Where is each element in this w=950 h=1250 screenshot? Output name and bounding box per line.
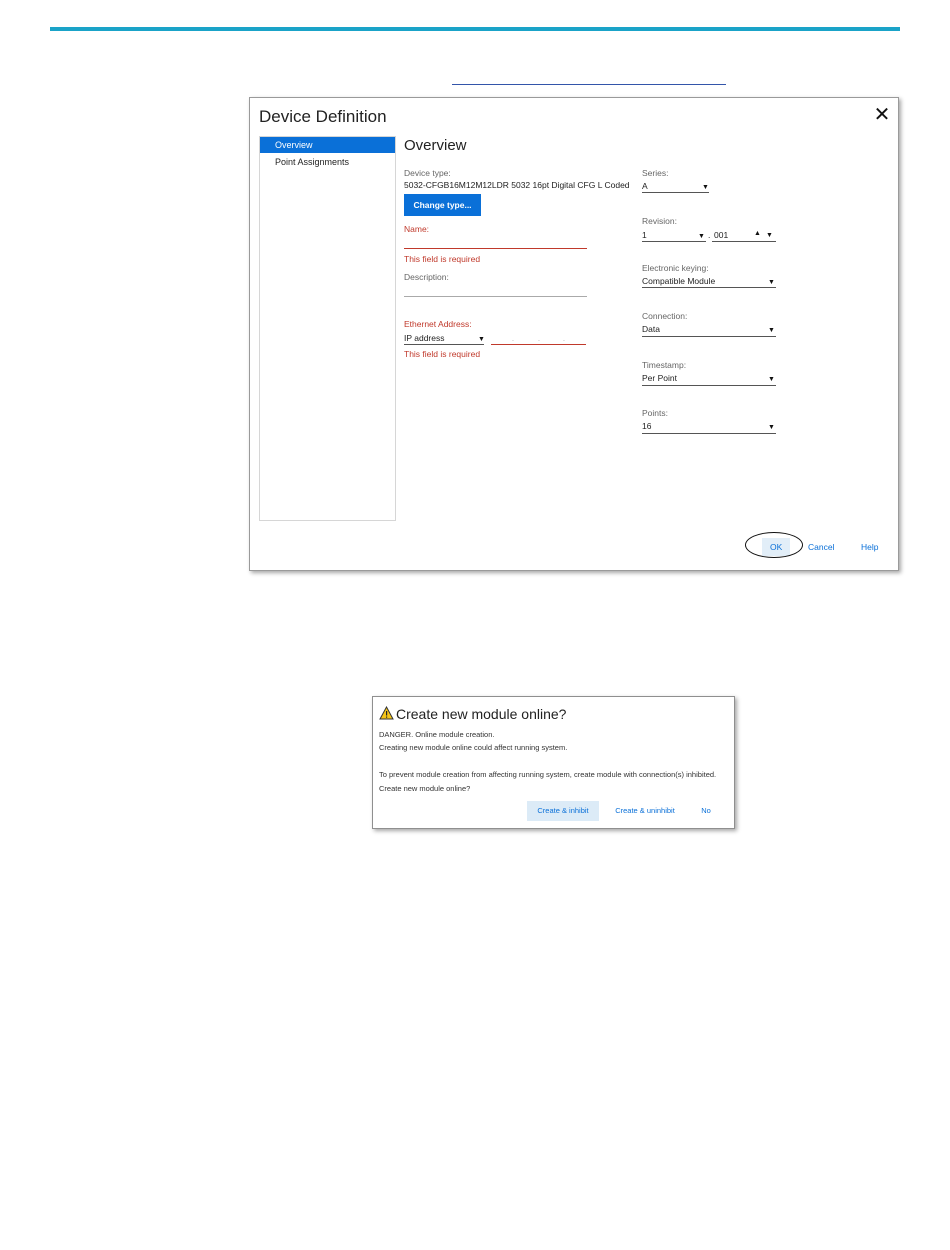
ethernet-address-label: Ethernet Address: [404, 319, 472, 329]
ethernet-mode-select[interactable]: IP address [404, 333, 445, 343]
timestamp-select[interactable]: Per Point [642, 373, 677, 383]
revision-major-underline [642, 241, 706, 242]
sidebar-nav [259, 136, 396, 521]
series-select[interactable]: A [642, 181, 648, 191]
ip-separator-dot: . [538, 336, 540, 343]
section-heading: Overview [404, 137, 467, 154]
cancel-button[interactable]: Cancel [808, 542, 835, 552]
device-type-value: 5032-CFGB16M12M12LDR 5032 16pt Digital CFG L Coded [404, 180, 630, 190]
page-header-rule [50, 27, 900, 31]
danger-text: DANGER. Online module creation. [379, 730, 495, 739]
warning-icon [379, 706, 394, 720]
revision-minor-input[interactable]: 001 [714, 230, 729, 240]
link-underline[interactable] [452, 84, 726, 85]
chevron-down-icon[interactable]: ▼ [478, 336, 485, 343]
points-label: Points: [642, 408, 668, 418]
revision-minor-underline [712, 241, 776, 242]
ok-button[interactable]: OK [770, 542, 783, 552]
connection-label: Connection: [642, 311, 688, 321]
no-button[interactable]: No [701, 806, 711, 815]
ethernet-mode-underline [404, 344, 484, 345]
close-icon[interactable]: ✕ [873, 104, 891, 126]
points-underline [642, 433, 776, 434]
connection-select[interactable]: Data [642, 324, 660, 334]
keying-underline [642, 287, 776, 288]
name-input[interactable] [404, 248, 587, 249]
chevron-down-icon[interactable]: ▼ [702, 184, 709, 191]
create-uninhibit-button[interactable]: Create & uninhibit [615, 806, 675, 815]
revision-label: Revision: [642, 216, 677, 226]
chevron-down-icon[interactable]: ▼ [768, 327, 775, 334]
chevron-down-icon[interactable]: ▼ [698, 233, 705, 240]
timestamp-label: Timestamp: [642, 360, 687, 370]
ip-separator-dot: . [563, 336, 565, 343]
chevron-down-icon[interactable]: ▼ [768, 279, 775, 286]
create-inhibit-button[interactable]: Create & inhibit [527, 801, 599, 821]
points-select[interactable]: 16 [642, 421, 652, 431]
series-label: Series: [642, 168, 669, 178]
name-label: Name: [404, 224, 430, 234]
connection-underline [642, 336, 776, 337]
increment-icon[interactable]: ▲ [754, 230, 761, 237]
dialog-title: Create new module online? [396, 706, 567, 722]
series-underline [642, 192, 709, 193]
help-button[interactable]: Help [861, 542, 879, 552]
chevron-down-icon[interactable]: ▼ [768, 376, 775, 383]
warning-text: Creating new module online could affect running system. [379, 743, 568, 752]
revision-separator: . [708, 230, 711, 240]
description-input[interactable] [404, 296, 587, 297]
electronic-keying-label: Electronic keying: [642, 263, 709, 273]
advice-text: To prevent module creation from affecting running system, create module with connection(s) inhibited. [379, 770, 717, 779]
name-error: This field is required [404, 254, 481, 264]
electronic-keying-select[interactable]: Compatible Module [642, 276, 716, 286]
description-label: Description: [404, 272, 449, 282]
decrement-icon[interactable]: ▼ [766, 232, 773, 239]
ip-address-input[interactable] [491, 344, 586, 345]
device-definition-dialog [249, 97, 899, 571]
chevron-down-icon[interactable]: ▼ [768, 424, 775, 431]
ethernet-error: This field is required [404, 349, 481, 359]
revision-major-select[interactable]: 1 [642, 230, 647, 240]
sidebar-item-point-assignments[interactable]: Point Assignments [275, 157, 350, 167]
sidebar-item-overview[interactable]: Overview [260, 137, 395, 153]
device-type-label: Device type: [404, 168, 451, 178]
create-module-online-dialog [372, 696, 735, 829]
highlight-circle [745, 532, 803, 558]
dialog-title: Device Definition [259, 107, 387, 126]
question-text: Create new module online? [379, 784, 471, 793]
ip-separator-dot: . [512, 336, 514, 343]
change-type-button[interactable]: Change type... [404, 194, 481, 216]
timestamp-underline [642, 385, 776, 386]
